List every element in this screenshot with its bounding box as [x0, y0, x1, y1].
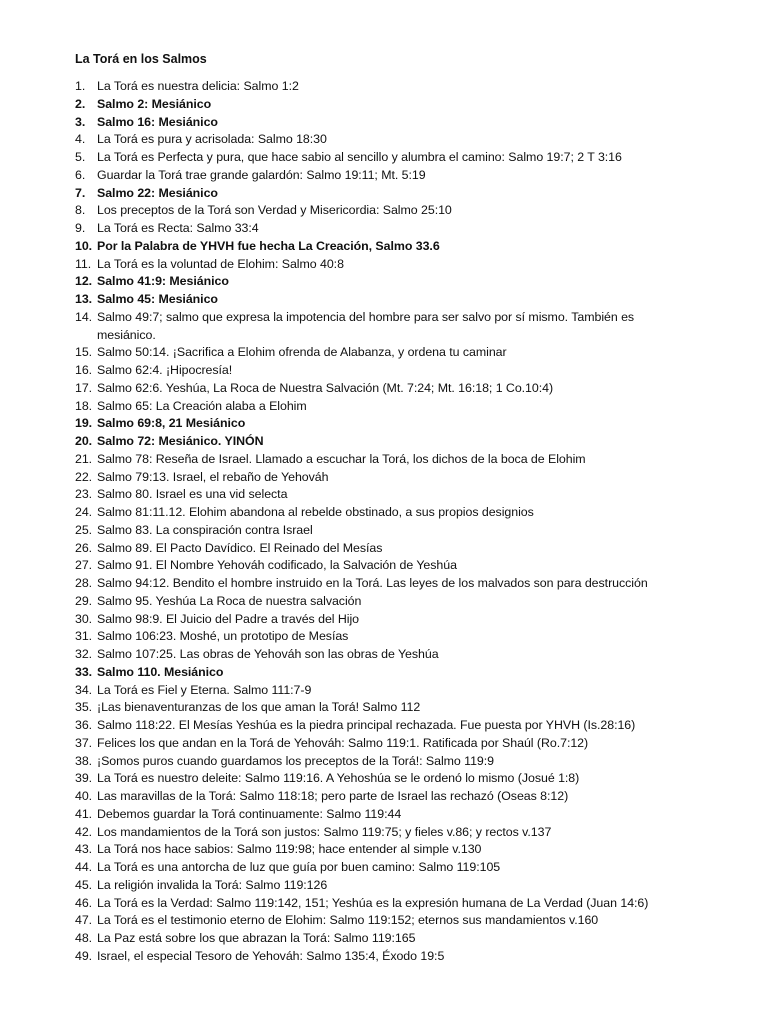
- list-item: [75, 522, 695, 540]
- list-item-number: 43.: [75, 842, 93, 857]
- list-item-text: Salmo 65: La Creación alaba a Elohim: [97, 398, 307, 413]
- list-item-text: Salmo 83. La conspiración contra Israel: [97, 522, 313, 537]
- list-item: [75, 504, 695, 522]
- list-item: [75, 912, 695, 930]
- list-item-text: La Torá es el testimonio eterno de Elohim: Salmo 119:152; eternos sus mandamientos v.160: [97, 913, 599, 928]
- list-item-number: 24.: [75, 505, 93, 519]
- list-item: [75, 96, 695, 114]
- list-item-text: Salmo 91. El Nombre Yehováh codificado, la Salvación de Yeshúa: [97, 558, 457, 573]
- list-item-number: 14.: [75, 309, 93, 324]
- list-item: [75, 593, 695, 611]
- list-item-number: 13.: [75, 292, 93, 306]
- list-item-number: 32.: [75, 647, 93, 661]
- list-item-text: Salmo 81:11.12. Elohim abandona al rebelde obstinado, a sus propios designios: [97, 505, 534, 519]
- list-item: [75, 202, 695, 220]
- list-item: [75, 185, 695, 203]
- list-item-text: Salmo 45: Mesiánico: [97, 292, 218, 306]
- list-item: [75, 557, 695, 575]
- list-item-number: 3.: [75, 114, 86, 129]
- list-item: [75, 895, 695, 913]
- list-item: [75, 948, 695, 966]
- list-item: [75, 398, 695, 416]
- list-item: [75, 309, 695, 345]
- list-item-text: Los preceptos de la Torá son Verdad y Misericordia: Salmo 25:10: [97, 203, 452, 218]
- list-item-text: Salmo 79:13. Israel, el rebaño de Yehováh: [97, 469, 329, 484]
- list-item-text: Salmo 110. Mesiánico: [97, 664, 224, 679]
- list-item-number: 46.: [75, 895, 93, 910]
- list-item: [75, 167, 695, 185]
- list-item: [75, 628, 695, 646]
- list-item-text: Salmo 41:9: Mesiánico: [97, 274, 229, 289]
- list-item-number: 4.: [75, 132, 86, 147]
- list-item-number: 40.: [75, 789, 93, 803]
- list-item-text: Debemos guardar la Torá continuamente: Salmo 119:44: [97, 806, 402, 821]
- psalm-reference-list: [75, 78, 695, 966]
- list-item-text: Salmo 16: Mesiánico: [97, 114, 218, 129]
- list-item-number: 22.: [75, 469, 93, 484]
- list-item-text: ¡Las bienaventuranzas de los que aman la Torá! Salmo 112: [97, 700, 421, 715]
- list-item: [75, 841, 695, 859]
- list-item-text: Salmo 98:9. El Juicio del Padre a través del Hijo: [97, 611, 360, 626]
- list-item-number: 44.: [75, 860, 93, 874]
- list-item: [75, 344, 695, 362]
- list-item: [75, 291, 695, 309]
- list-item: [75, 611, 695, 629]
- list-item-number: 21.: [75, 451, 93, 466]
- list-item-number: 10.: [75, 238, 93, 253]
- list-item-number: 12.: [75, 274, 93, 289]
- list-item-number: 15.: [75, 345, 93, 360]
- list-item: [75, 664, 695, 682]
- list-item-text: La Torá es una antorcha de luz que guía por buen camino: Salmo 119:105: [97, 860, 501, 874]
- list-item: [75, 149, 695, 167]
- list-item: [75, 433, 695, 451]
- list-item-number: 41.: [75, 806, 93, 821]
- list-item-text: Felices los que andan en la Torá de Yehováh: Salmo 119:1. Ratificada por Shaúl (Ro.7:12): [97, 735, 589, 750]
- list-item: [75, 717, 695, 735]
- list-item: [75, 415, 695, 433]
- list-item-number: 17.: [75, 380, 93, 395]
- list-item: [75, 753, 695, 771]
- list-item-text: La Torá es nuestro deleite: Salmo 119:16. A Yehoshúa se le ordenó lo mismo (Josué 1:8): [97, 771, 580, 786]
- list-item-text: Salmo 106:23. Moshé, un prototipo de Mesías: [97, 629, 349, 644]
- list-item-text: Salmo 80. Israel es una vid selecta: [97, 487, 288, 502]
- list-item: [75, 930, 695, 948]
- list-item-number: 9.: [75, 221, 86, 235]
- list-item: [75, 273, 695, 291]
- list-item: [75, 256, 695, 274]
- list-item: [75, 114, 695, 132]
- list-item-number: 7.: [75, 185, 86, 200]
- list-item: [75, 469, 695, 487]
- list-item-number: 8.: [75, 203, 86, 218]
- list-item-text: La Torá es Perfecta y pura, que hace sabio al sencillo y alumbra el camino: Salmo 19:7; 2 T 3:16: [97, 150, 622, 164]
- list-item-number: 33.: [75, 664, 93, 679]
- list-item-number: 39.: [75, 771, 93, 786]
- list-item-number: 25.: [75, 522, 93, 537]
- list-item-number: 6.: [75, 167, 86, 182]
- list-item-text: Salmo 69:8, 21 Mesiánico: [97, 416, 246, 431]
- list-item-number: 42.: [75, 824, 93, 839]
- list-item-number: 36.: [75, 718, 93, 732]
- list-item-number: 18.: [75, 398, 93, 413]
- list-item-text: Salmo 2: Mesiánico: [97, 96, 212, 111]
- list-item: [75, 575, 695, 593]
- list-item-number: 30.: [75, 611, 93, 626]
- document-title: La Torá en los Salmos: [75, 52, 207, 66]
- list-item-text: Salmo 95. Yeshúa La Roca de nuestra salvación: [97, 593, 362, 608]
- list-item-number: 47.: [75, 913, 93, 928]
- list-item: [75, 824, 695, 842]
- list-item-number: 26.: [75, 540, 93, 555]
- list-item-text: Salmo 72: Mesiánico. YINÓN: [97, 434, 264, 448]
- list-item-text: Los mandamientos de la Torá son justos: Salmo 119:75; y fieles v.86; y rectos v.137: [97, 824, 552, 839]
- list-item: [75, 131, 695, 149]
- list-item-text: Por la Palabra de YHVH fue hecha La Creación, Salmo 33.6: [97, 238, 440, 253]
- list-item: [75, 540, 695, 558]
- list-item-text: Salmo 107:25. Las obras de Yehováh son las obras de Yeshúa: [97, 647, 439, 661]
- list-item-text: La Torá es nuestra delicia: Salmo 1:2: [97, 79, 299, 93]
- list-item: [75, 788, 695, 806]
- list-item-text: Salmo 94:12. Bendito el hombre instruido en la Torá. Las leyes de los malvados son para destrucción: [97, 576, 648, 590]
- list-item-number: 5.: [75, 150, 86, 164]
- list-item: [75, 806, 695, 824]
- list-item-text: Salmo 50:14. ¡Sacrifica a Elohim ofrenda de Alabanza, y ordena tu caminar: [97, 345, 507, 360]
- list-item: [75, 770, 695, 788]
- list-item-number: 19.: [75, 416, 93, 431]
- list-item-number: 11.: [75, 256, 92, 271]
- list-item: [75, 877, 695, 895]
- list-item: [75, 699, 695, 717]
- list-item-text: Salmo 62:6. Yeshúa, La Roca de Nuestra Salvación (Mt. 7:24; Mt. 16:18; 1 Co.10:4): [97, 380, 554, 395]
- list-item-number: 16.: [75, 363, 93, 377]
- list-item-number: 34.: [75, 682, 93, 697]
- list-item-text: Las maravillas de la Torá: Salmo 118:18; pero parte de Israel las rechazó (Oseas 8:12): [97, 789, 569, 803]
- list-item: [75, 646, 695, 664]
- list-item-text: La Torá es pura y acrisolada: Salmo 18:30: [97, 132, 327, 147]
- list-item-text: La Torá es Fiel y Eterna. Salmo 111:7-9: [97, 682, 312, 697]
- list-item-text: Salmo 89. El Pacto Davídico. El Reinado del Mesías: [97, 540, 383, 555]
- list-item-text: La Paz está sobre los que abrazan la Torá: Salmo 119:165: [97, 931, 416, 945]
- list-item: [75, 486, 695, 504]
- list-item-number: 45.: [75, 877, 93, 892]
- list-item-text: Israel, el especial Tesoro de Yehováh: Salmo 135:4, Éxodo 19:5: [97, 948, 445, 963]
- list-item-text: Salmo 62:4. ¡Hipocresía!: [97, 363, 233, 377]
- list-item-number: 23.: [75, 487, 93, 502]
- list-item: [75, 859, 695, 877]
- list-item: [75, 238, 695, 256]
- list-item-text: Salmo 49:7; salmo que expresa la impotencia del hombre para ser salvo por sí mismo. También es mesiánico.: [97, 309, 635, 342]
- list-item-number: 49.: [75, 948, 93, 963]
- list-item: [75, 220, 695, 238]
- list-item-text: La Torá es Recta: Salmo 33:4: [97, 221, 259, 235]
- list-item-number: 37.: [75, 735, 93, 750]
- list-item-number: 38.: [75, 753, 93, 768]
- list-item-number: 1.: [75, 79, 86, 93]
- list-item: [75, 735, 695, 753]
- list-item: [75, 682, 695, 700]
- list-item-number: 28.: [75, 576, 93, 590]
- list-item: [75, 78, 695, 96]
- list-item-number: 35.: [75, 700, 93, 715]
- list-item-number: 2.: [75, 96, 86, 111]
- list-item-text: La Torá es la Verdad: Salmo 119:142, 151; Yeshúa es la expresión humana de La Verdad (Juan 14:6): [97, 895, 649, 910]
- list-item-number: 20.: [75, 434, 93, 448]
- list-item-text: La Torá nos hace sabios: Salmo 119:98; hace entender al simple v.130: [97, 842, 482, 857]
- list-item: [75, 451, 695, 469]
- list-item: [75, 380, 695, 398]
- list-item-text: ¡Somos puros cuando guardamos los preceptos de la Torá!: Salmo 119:9: [97, 753, 495, 768]
- list-item-number: 27.: [75, 558, 93, 573]
- list-item-text: La religión invalida la Torá: Salmo 119:126: [97, 877, 328, 892]
- list-item-text: Salmo 118:22. El Mesías Yeshúa es la piedra principal rechazada. Fue puesta por YHVH (Is.28:16): [97, 718, 636, 732]
- list-item-text: Guardar la Torá trae grande galardón: Salmo 19:11; Mt. 5:19: [97, 167, 426, 182]
- list-item: [75, 362, 695, 380]
- list-item-text: Salmo 78: Reseña de Israel. Llamado a escuchar la Torá, los dichos de la boca de Elohim: [97, 451, 586, 466]
- list-item-text: La Torá es la voluntad de Elohim: Salmo 40:8: [97, 256, 344, 271]
- list-item-number: 48.: [75, 931, 93, 945]
- list-item-number: 31.: [75, 629, 93, 644]
- list-item-text: Salmo 22: Mesiánico: [97, 185, 218, 200]
- list-item-number: 29.: [75, 593, 93, 608]
